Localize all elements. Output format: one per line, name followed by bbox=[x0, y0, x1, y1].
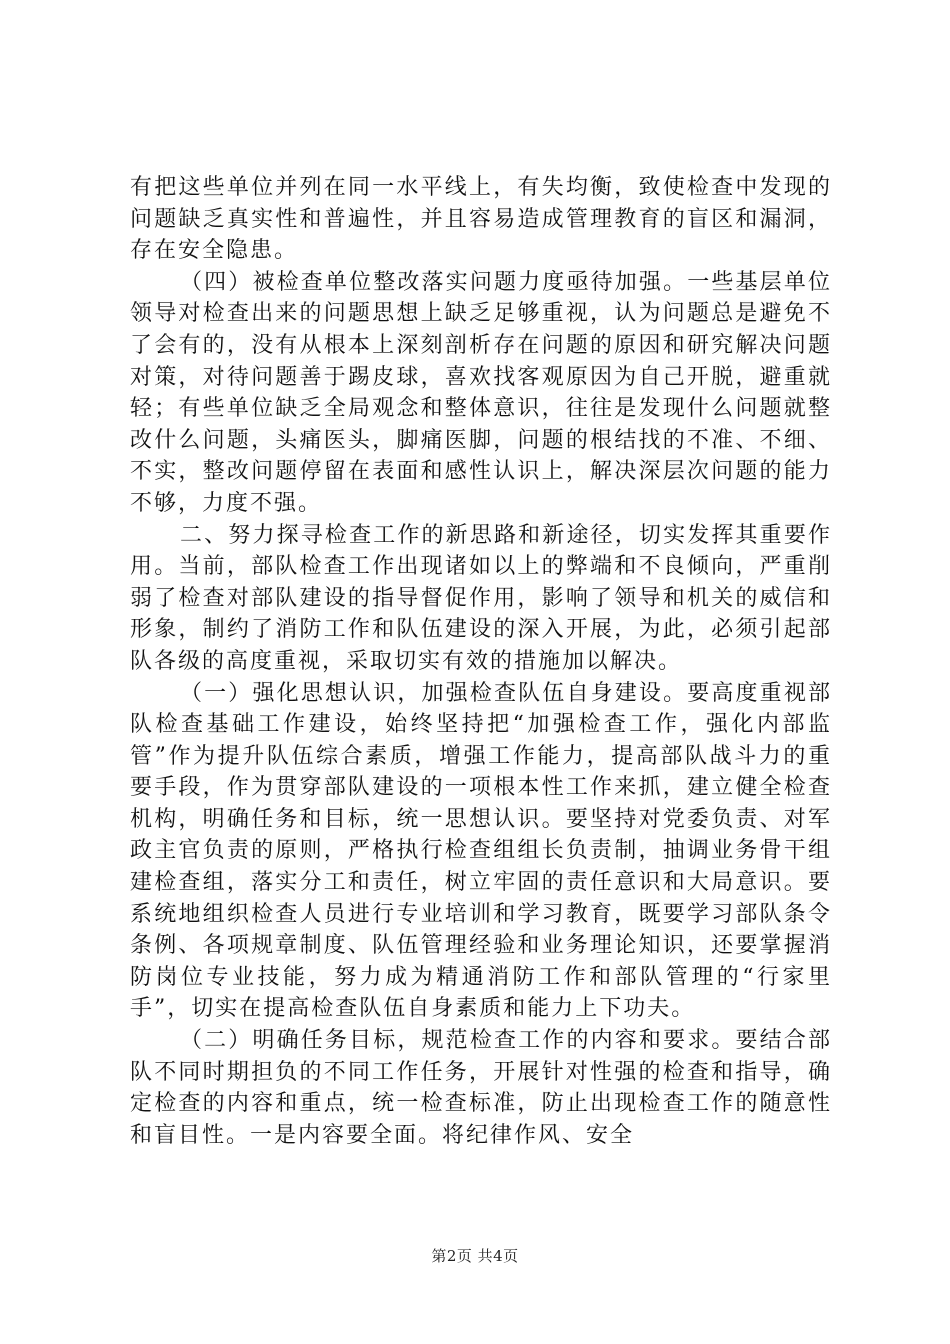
paragraph-part-2-heading: 二、努力探寻检查工作的新思路和新途径，切实发挥其重要作用。当前，部队检查工作出现诸如以上的弊端和不良倾向，严重削弱了检查对部队建设的指导督促作用，影响了领导和机关的威信和形象，制约了消防工作和队伍建设的深入开展，为此，必须引起部队各级的高度重视，采取切实有效的措施加以解决。 bbox=[130, 522, 832, 674]
paragraph-subsection-2: （二）明确任务目标，规范检查工作的内容和要求。要结合部队不同时期担负的不同工作任务，开展针对性强的检查和指导，确定检查的内容和重点，统一检查标准，防止出现检查工作的随意性和盲目性。一是内容要全面。将纪律作风、安全 bbox=[130, 1028, 832, 1148]
document-body bbox=[130, 172, 832, 1151]
paragraph-continuation: 有把这些单位并列在同一水平线上，有失均衡，致使检查中发现的问题缺乏真实性和普遍性，并且容易造成管理教育的盲区和漏洞，存在安全隐患。 bbox=[130, 175, 832, 264]
paragraph-section-4: （四）被检查单位整改落实问题力度亟待加强。一些基层单位领导对检查出来的问题思想上缺乏足够重视，认为问题总是避免不了会有的，没有从根本上深刻剖析存在问题的原因和研究解决问题对策，对待问题善于踢皮球，喜欢找客观原因为自己开脱，避重就轻；有些单位缺乏全局观念和整体意识，往往是发现什么问题就整改什么问题，头痛医头，脚痛医脚，问题的根结找的不准、不细、不实，整改问题停留在表面和感性认识上，解决深层次问题的能力不够，力度不强。 bbox=[130, 269, 832, 516]
page-footer: 第2页 共4页 bbox=[431, 1247, 519, 1265]
paragraph-subsection-1: （一）强化思想认识，加强检查队伍自身建设。要高度重视部队检查基础工作建设，始终坚持把“加强检查工作，强化内部监管”作为提升队伍综合素质，增强工作能力，提高部队战斗力的重要手段，作为贯穿部队建设的一项根本性工作来抓，建立健全检查机构，明确任务和目标，统一思想认识。要坚持对党委负责、对军政主官负责的原则，严格执行检查组组长负责制，抽调业务骨干组建检查组，落实分工和责任，树立牢固的责任意识和大局意识。要系统地组织检查人员进行专业培训和学习教育，既要学习部队条令条例、各项规章制度、队伍管理经验和业务理论知识，还要掌握消防岗位专业技能，努力成为精通消防工作和部队管理的“行家里手”，切实在提高检查队伍自身素质和能力上下功夫。 bbox=[130, 680, 832, 1022]
